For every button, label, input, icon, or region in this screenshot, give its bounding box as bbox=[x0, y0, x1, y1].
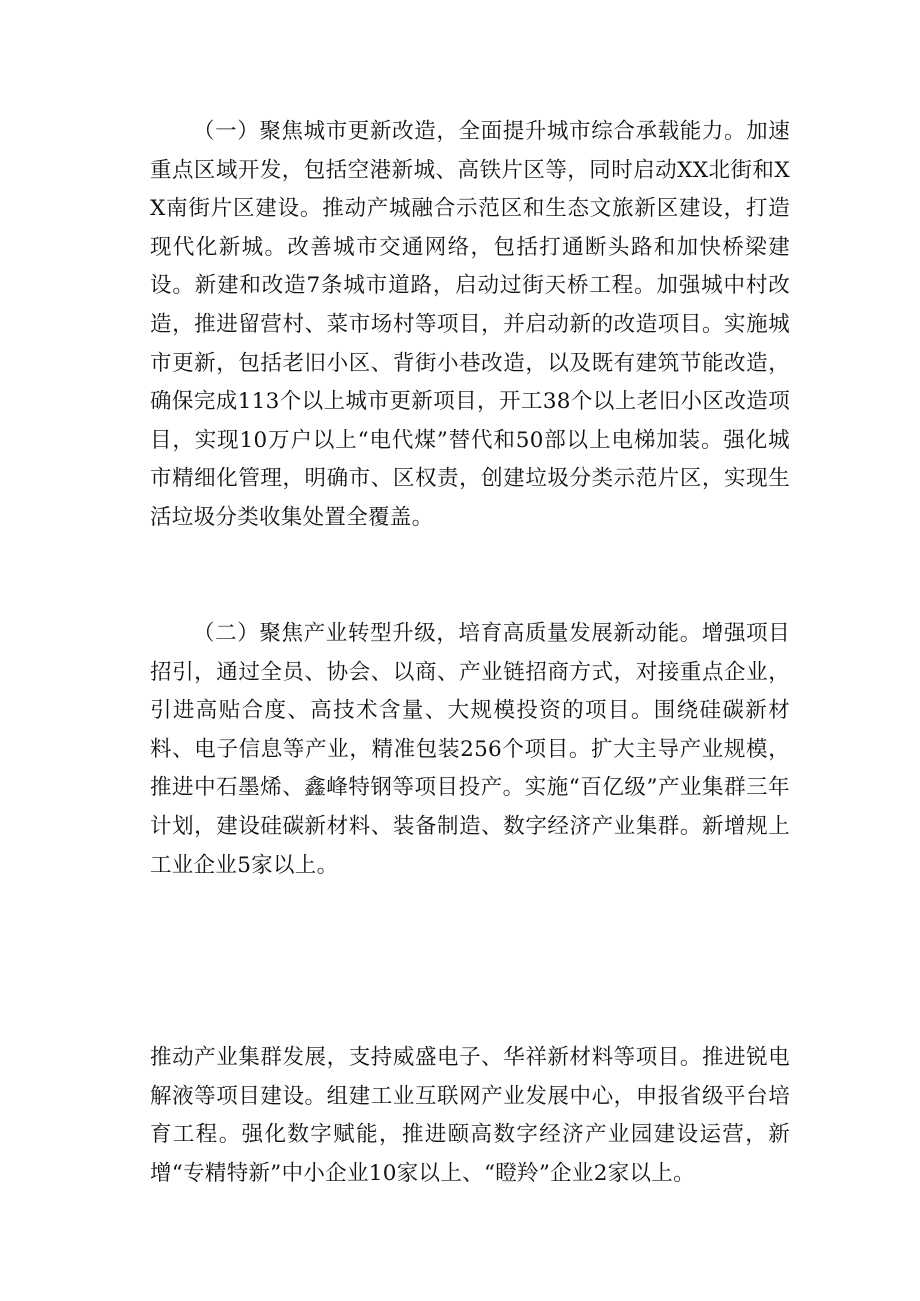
paragraph-urban-renewal: （一）聚焦城市更新改造，全面提升城市综合承载能力。加速重点区域开发，包括空港新城、高铁片区等，同时启动XX北街和XX南街片区建设。推动产城融合示范区和生态文旅新区建设，打造现代化新城。改善城市交通网络，包括打通断头路和加快桥梁建设。新建和改造7条城市道路，启动过街天桥工程。加强城中村改造，推进留营村、菜市场村等项目，并启动新的改造项目。实施城市更新，包括老旧小区、背街小巷改造，以及既有建筑节能改造，确保完成113个以上城市更新项目，开工38个以上老旧小区改造项目，实现10万户以上“电代煤”替代和50部以上电梯加装。强化城市精细化管理，明确市、区权责，创建垃圾分类示范片区，实现生活垃圾分类收集处置全覆盖。 bbox=[150, 119, 790, 530]
paragraph-industrial-cluster: 推动产业集群发展，支持威盛电子、华祥新材料等项目。推进锐电解液等项目建设。组建工业互联网产业发展中心，申报省级平台培育工程。强化数字赋能，推进颐高数字经济产业园建设运营，新增“专精特新”中小企业10家以上、“瞪羚”企业2家以上。 bbox=[150, 1045, 790, 1186]
paragraph-industrial-upgrade: （二）聚焦产业转型升级，培育高质量发展新动能。增强项目招引，通过全员、协会、以商、产业链招商方式，对接重点企业，引进高贴合度、高技术含量、大规模投资的项目。围绕硅碳新材料、电子信息等产业，精准包装256个项目。扩大主导产业规模，推进中石墨烯、鑫峰特钢等项目投产。实施“百亿级”产业集群三年计划，建设硅碳新材料、装备制造、数字经济产业集群。新增规上工业企业5家以上。 bbox=[150, 621, 790, 878]
